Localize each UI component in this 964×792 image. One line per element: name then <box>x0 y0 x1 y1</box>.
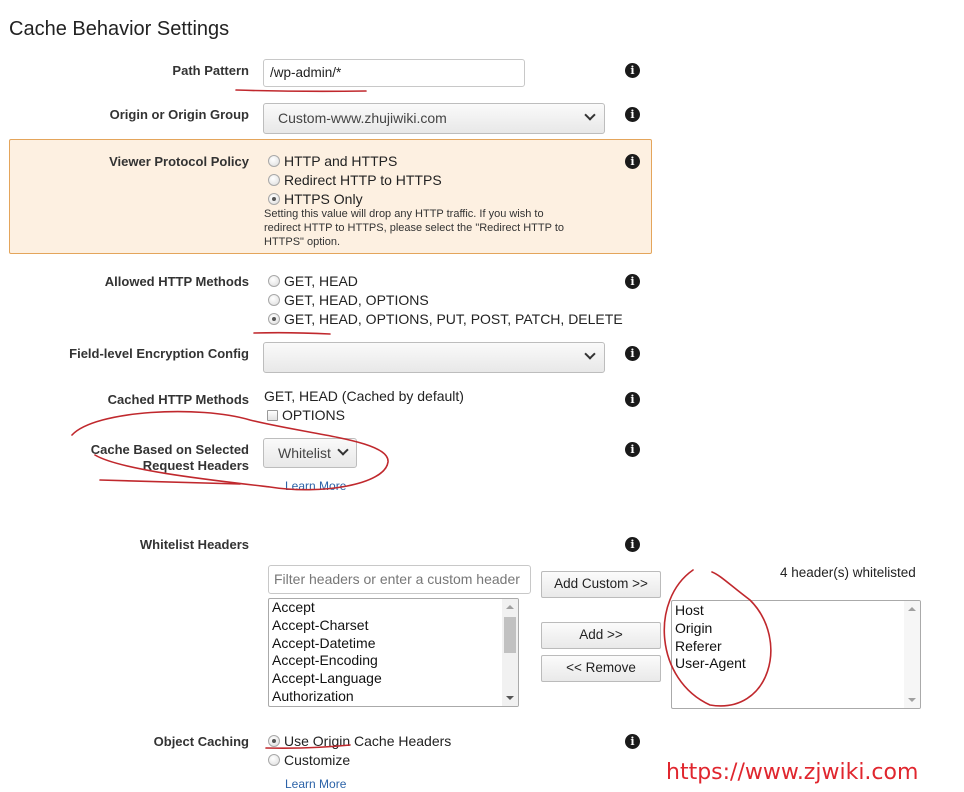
cache-headers-select[interactable] <box>263 438 357 468</box>
cached-methods-label: Cached HTTP Methods <box>107 392 249 407</box>
radio-button[interactable] <box>268 294 280 306</box>
scroll-up-icon[interactable] <box>908 607 916 611</box>
available-headers-list[interactable] <box>268 598 519 707</box>
scroll-up-icon[interactable] <box>506 605 514 609</box>
list-item[interactable]: Origin <box>675 619 713 636</box>
chevron-down-icon <box>584 109 595 120</box>
radio-customize[interactable]: Customize <box>268 751 350 769</box>
field-encryption-label: Field-level Encryption Config <box>69 346 249 361</box>
radio-https-only[interactable]: HTTPS Only <box>268 190 363 208</box>
radio-use-origin-cache-headers[interactable]: Use Origin Cache Headers <box>268 732 451 750</box>
scrollbar[interactable] <box>904 601 920 708</box>
list-item[interactable]: Accept <box>272 599 315 615</box>
options-checkbox[interactable] <box>267 410 278 421</box>
learn-more-link[interactable]: Learn More <box>285 479 347 493</box>
cached-methods-default: GET, HEAD (Cached by default) <box>264 388 464 404</box>
list-item[interactable]: Accept-Encoding <box>272 652 378 669</box>
scroll-down-icon[interactable] <box>908 698 916 702</box>
radio-button-selected[interactable] <box>268 313 280 325</box>
add-button[interactable]: Add >> <box>541 622 661 649</box>
scrollbar[interactable] <box>502 599 518 706</box>
allowed-methods-label: Allowed HTTP Methods <box>104 274 249 289</box>
info-icon[interactable]: i <box>625 346 640 361</box>
list-item[interactable]: Accept-Charset <box>272 616 369 633</box>
path-pattern-label: Path Pattern <box>172 63 249 78</box>
info-icon[interactable]: i <box>625 537 640 552</box>
info-icon[interactable]: i <box>625 274 640 289</box>
scrollbar-thumb[interactable] <box>504 617 516 653</box>
remove-button[interactable]: << Remove <box>541 655 661 682</box>
filter-headers-input[interactable]: Filter headers or enter a custom header <box>268 565 531 594</box>
info-icon[interactable]: i <box>625 154 640 169</box>
list-item[interactable]: Accept-Language <box>272 670 382 687</box>
radio-button-selected[interactable] <box>268 735 280 747</box>
info-icon[interactable]: i <box>625 442 640 457</box>
cache-headers-label: Cache Based on Selected Request Headers <box>90 442 249 473</box>
radio-button[interactable] <box>268 754 280 766</box>
radio-http-and-https[interactable]: HTTP and HTTPS <box>268 152 397 170</box>
watermark-url: https://www.zjwiki.com <box>666 760 919 785</box>
viewer-protocol-label: Viewer Protocol Policy <box>109 154 249 169</box>
list-item[interactable]: Accept-Datetime <box>272 634 376 651</box>
options-checkbox-row[interactable]: OPTIONS <box>267 406 345 424</box>
list-item[interactable]: Referer <box>675 637 722 654</box>
info-icon[interactable]: i <box>625 734 640 749</box>
origin-selected-value: Custom-www.zhujiwiki.com <box>278 110 447 126</box>
radio-button-selected[interactable] <box>268 193 280 205</box>
radio-get-head-options[interactable]: GET, HEAD, OPTIONS <box>268 291 429 309</box>
learn-more-link[interactable]: Learn More <box>285 777 347 791</box>
object-caching-label: Object Caching <box>153 734 249 749</box>
info-icon[interactable]: i <box>625 63 640 78</box>
radio-button[interactable] <box>268 174 280 186</box>
list-item[interactable]: User-Agent <box>675 655 746 672</box>
radio-button[interactable] <box>268 275 280 287</box>
selected-headers-list[interactable] <box>671 600 921 709</box>
whitelisted-count: 4 header(s) whitelisted <box>780 565 916 580</box>
viewer-protocol-note: Setting this value will drop any HTTP traffic. If you wish to redirect HTTP to HTTPS, please select the "Redirect HTTP to HTTPS" option. <box>264 208 564 248</box>
list-item[interactable]: Host <box>675 602 704 618</box>
radio-all-methods[interactable]: GET, HEAD, OPTIONS, PUT, POST, PATCH, DELETE <box>268 310 623 328</box>
field-encryption-select[interactable] <box>263 342 605 373</box>
origin-select[interactable] <box>263 103 605 134</box>
origin-label: Origin or Origin Group <box>109 107 249 122</box>
radio-button[interactable] <box>268 155 280 167</box>
cache-headers-selected-value: Whitelist <box>278 445 331 461</box>
info-icon[interactable]: i <box>625 107 640 122</box>
page-title: Cache Behavior Settings <box>9 18 230 40</box>
chevron-down-icon <box>337 444 348 455</box>
path-pattern-input[interactable]: /wp-admin/* <box>263 59 525 87</box>
scroll-down-icon[interactable] <box>506 696 514 700</box>
list-item[interactable]: Authorization <box>272 687 354 704</box>
radio-redirect-http-to-https[interactable]: Redirect HTTP to HTTPS <box>268 171 442 189</box>
chevron-down-icon <box>584 348 595 359</box>
info-icon[interactable]: i <box>625 392 640 407</box>
radio-get-head[interactable]: GET, HEAD <box>268 272 358 290</box>
whitelist-headers-label: Whitelist Headers <box>139 537 249 552</box>
add-custom-button[interactable]: Add Custom >> <box>541 571 661 598</box>
